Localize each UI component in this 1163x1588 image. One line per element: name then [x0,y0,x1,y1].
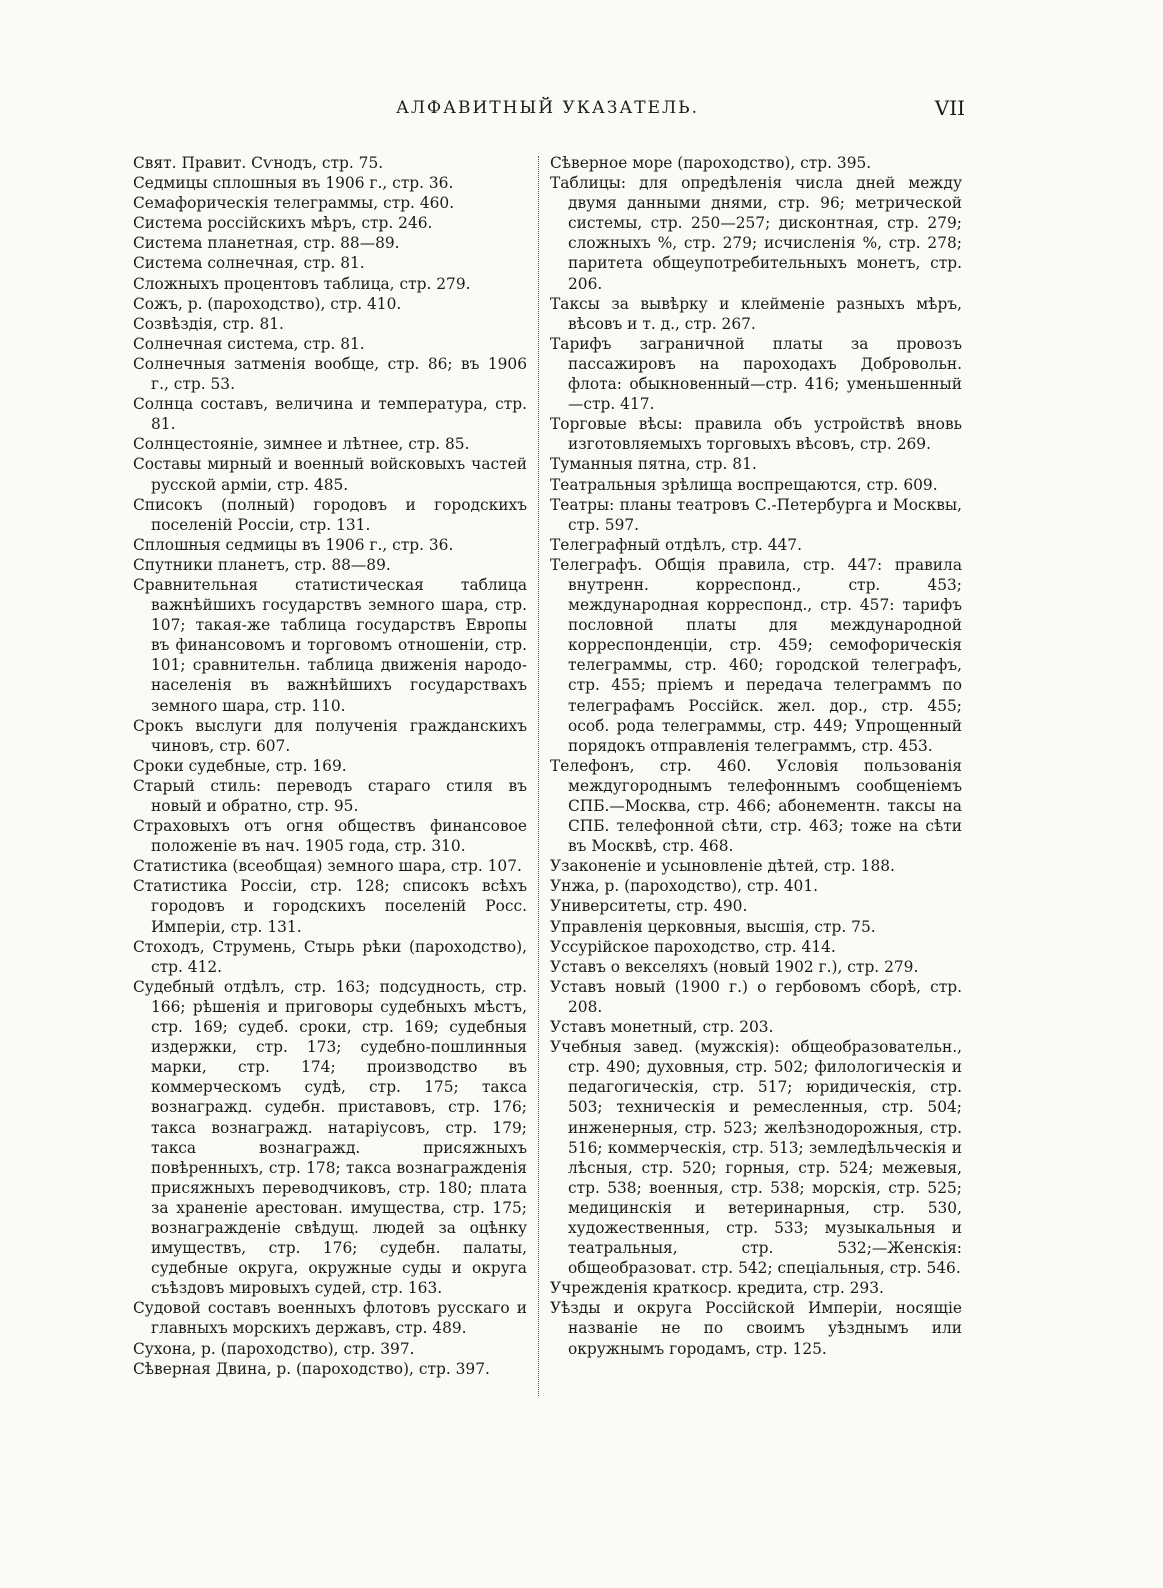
index-entry: Солнцестояніе, зимнее и лѣтнее, стр. 85. [133,435,470,454]
index-entry: Сплошныя седмицы въ 1906 г., стр. 36. [133,535,454,554]
index-entry: Седмицы сплошныя въ 1906 г., стр. 36. [133,174,454,193]
index-entry: Театральныя зрѣлища воспрещаются, стр. 609. [550,475,938,494]
index-entry: Статистика (всеобщая) земного шара, стр. 107. [133,857,522,876]
index-entry: Судовой составъ военныхъ флотовъ русскаго и главныхъ морскихъ державъ, стр. 489. [133,1299,527,1338]
page-number: VII [934,96,965,120]
index-entry: Театры: планы театровъ С.-Петербурга и Москвы, стр. 597. [550,495,962,534]
index-entry: Солнечныя затменія вообще, стр. 86; въ 1906 г., стр. 53. [133,354,527,394]
index-entry: Солнечная система, стр. 81. [133,334,365,353]
index-entry: Составы мирный и военный войсковыхъ частей русской арміи, стр. 485. [133,455,527,494]
index-entry: Учебныя завед. (мужскія): общеобразовательн., стр. 490; духовныя, стр. 502; филологическія и педагогическія, стр. 517; юридическія, стр. 503; техническія и ремесленныя, стр. 504; инженерныя, стр. 523; желѣзнодорожныя, стр. 516; коммерческія, стр. 513; земледѣльческія и лѣсныя, стр. 520; горныя, стр. 524; межевыя, стр. 538; военныя, стр. 538; морскія, стр. 525; медицинскія и ветеринарныя, стр. 530, художественныя, стр. 533; музыкальныя и театральныя, стр. 532;—Женскія: общеобразоват. стр. 542; спеціальныя, стр. 546. [550,1038,962,1278]
index-entry: Унжа, р. (пароходство), стр. 401. [550,877,819,896]
index-entry: Сожъ, р. (пароходство), стр. 410. [133,294,402,313]
index-entry: Срокъ выслуги для полученія гражданскихъ чиновъ, стр. 607. [133,716,527,755]
index-entry: Узаконеніе и усыновленіе дѣтей, стр. 188. [550,857,895,876]
index-entry: Сухона, р. (пароходство), стр. 397. [133,1339,415,1358]
index-entry: Уѣзды и округа Россійской Имперіи, носящіе названіе не по своимъ уѣзднымъ или окружнымъ городамъ, стр. 125. [550,1299,962,1358]
index-column-left [133,153,527,1379]
index-entry: Судебный отдѣлъ, стр. 163; подсудность, стр. 166; рѣшенія и приговоры судебныхъ мѣстъ, стр. 169; судеб. сроки, стр. 169; судебныя издержки, стр. 173; судебно-пошлинныя марки, стр. 174; производство въ коммерческомъ судѣ, стр. 175; такса вознагражд. судебн. приставовъ, стр. 176; такса вознагражд. натаріусовъ, стр. 179; такса вознагражд. присяжныхъ повѣренныхъ, стр. 178; такса вознагражденія присяжныхъ переводчиковъ, стр. 180; плата за храненіе арестован. имущества, стр. 175; вознагражденіе свѣдущ. людей за оцѣнку имуществъ, стр. 176; судебн. палаты, судебные округа, окружные суды и округа съѣздовъ мировыхъ судей, стр. 163. [133,977,527,1298]
index-entry: Туманныя пятна, стр. 81. [550,455,757,474]
index-entry: Телеграфный отдѣлъ, стр. 447. [550,535,802,554]
index-entry: Уссурійское пароходство, стр. 414. [550,937,836,956]
index-entry: Телефонъ, стр. 460. Условія пользованія междугороднымъ телефоннымъ сообщеніемъ СПБ.—Москва, стр. 466; абонементн. таксы на СПБ. телефонной сѣти, стр. 463; тоже на сѣти въ Москвѣ, стр. 468. [550,756,962,856]
index-entry: Сроки судебные, стр. 169. [133,756,347,775]
index-entry: Стоходъ, Струмень, Стырь рѣки (пароходство), стр. 412. [133,937,527,976]
index-entry: Телеграфъ. Общія правила, стр. 447: правила внутренн. корреспонд., стр. 453; международная корреспонд., стр. 457: тарифъ пословной платы для международной корреспонденціи, стр. 459; семофорическія телеграммы, стр. 460; городской телеграфъ, стр. 455; пріемъ и передача телеграммъ по телеграфамъ Россійск. жел. дор., стр. 455; особ. рода телеграммы, стр. 449; Упрощенный порядокъ отправленія телеграммъ, стр. 453. [550,555,962,755]
index-entry: Уставъ новый (1900 г.) о гербовомъ сборѣ, стр. 208. [550,977,962,1016]
index-entry: Учрежденія краткоср. кредита, стр. 293. [550,1279,884,1298]
index-column-right [550,153,962,1359]
index-entry: Статистика Россіи, стр. 128; списокъ всѣхъ городовъ и городскихъ поселеній Росс. Имперіи, стр. 131. [133,877,527,936]
index-entry: Тарифъ заграничной платы за провозъ пассажировъ на пароходахъ Добровольн. флота: обыкновенный—стр. 416; уменьшенный—стр. 417. [550,334,962,414]
index-entry: Страховыхъ отъ огня обществъ финансовое положеніе въ нач. 1905 года, стр. 310. [133,817,527,856]
index-entry: Торговые вѣсы: правила объ устройствѣ вновь изготовляемыхъ торговыхъ вѣсовъ, стр. 269. [550,415,962,454]
index-entry: Сѣверное море (пароходство), стр. 395. [550,154,872,172]
index-entry: Семафорическія телеграммы, стр. 460. [133,194,455,213]
index-entry: Сложныхъ процентовъ таблица, стр. 279. [133,274,471,293]
index-entry: Система россійскихъ мѣръ, стр. 246. [133,214,433,233]
index-entry: Система солнечная, стр. 81. [133,254,365,273]
index-entry: Сѣверная Двина, р. (пароходство), стр. 397. [133,1359,490,1378]
index-entry: Спутники планетъ, стр. 88—89. [133,555,391,574]
column-divider [538,156,539,1396]
index-entry: Управленія церковныя, высшія, стр. 75. [550,917,876,936]
index-entry: Система планетная, стр. 88—89. [133,234,400,253]
index-entry: Солнца составъ, величина и температура, стр. 81. [133,395,527,434]
index-entry: Старый стиль: переводъ стараго стиля въ новый и обратно, стр. 95. [133,776,527,815]
index-entry: Университеты, стр. 490. [550,897,748,916]
page-title: АЛФАВИТНЫЙ УКАЗАТЕЛЬ. [395,98,700,118]
index-entry: Уставъ о векселяхъ (новый 1902 г.), стр. 279. [550,957,919,976]
index-entry: Таксы за вывѣрку и клейменіе разныхъ мѣръ, вѣсовъ и т. д., стр. 267. [550,294,962,333]
running-head [130,96,965,126]
index-entry: Созвѣздія, стр. 81. [133,314,284,333]
index-entry: Свят. Правит. Сѵнодъ, стр. 75. [133,154,384,172]
index-entry: Уставъ монетный, стр. 203. [550,1018,774,1037]
index-entry: Списокъ (полный) городовъ и городскихъ поселеній Россіи, стр. 131. [133,495,527,534]
index-entry: Сравнительная статистическая таблица важнѣйшихъ государствъ земного шара, стр. 107; такая-же таблица государствъ Европы въ финансовомъ и торговомъ отношеніи, стр. 101; сравнительн. таблица движенія народо-населенія въ важнѣйшихъ государствахъ земного шара, стр. 110. [133,575,527,715]
index-entry: Таблицы: для опредѣленія числа дней между двумя данными днями, стр. 96; метрической системы, стр. 250—257; дисконтная, стр. 279; сложныхъ %, стр. 279; исчисленія %, стр. 278; паритета общеупотребительныхъ монетъ, стр. 206. [550,174,962,293]
